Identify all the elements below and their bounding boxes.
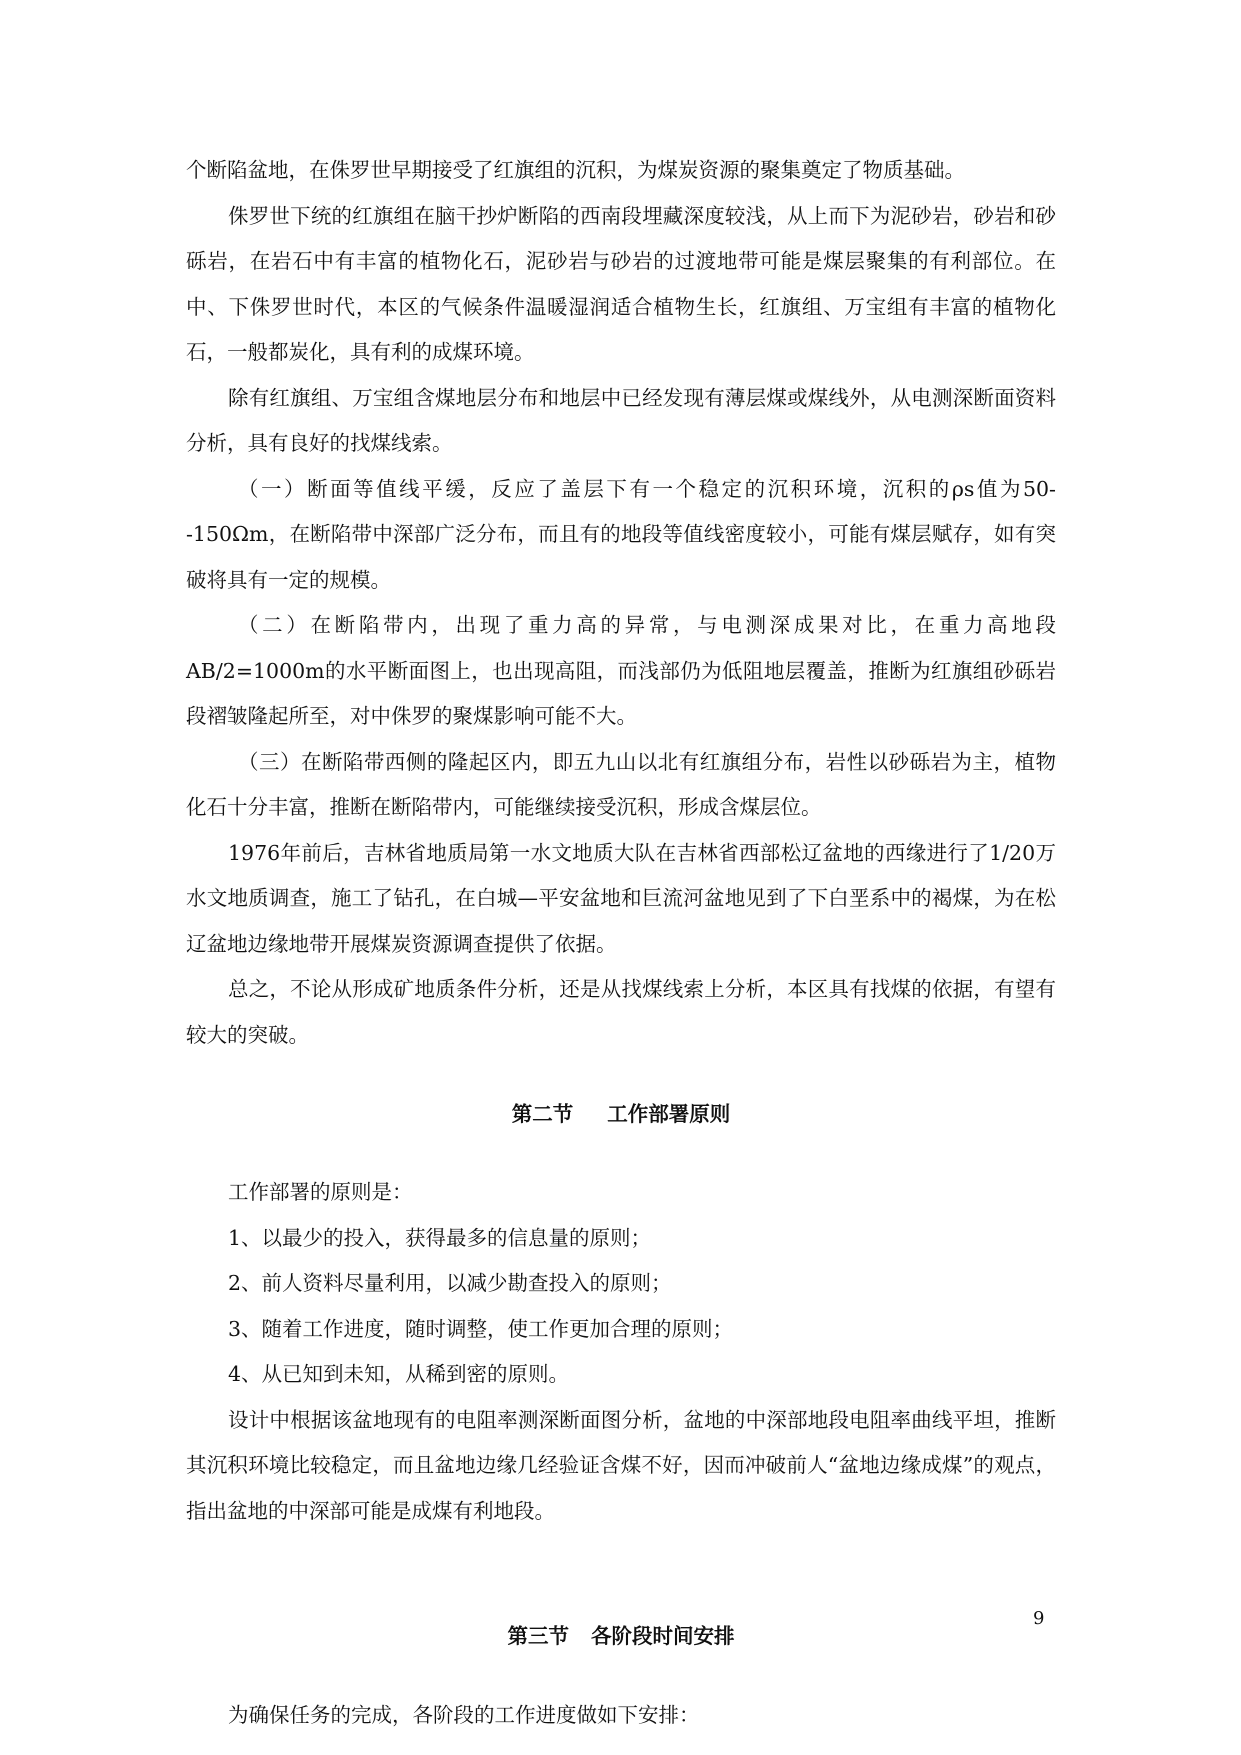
section-number: 第三节 xyxy=(507,1624,569,1648)
principle-item: 4、从已知到未知，从稀到密的原则。 xyxy=(228,1362,570,1386)
paragraph-1976-survey: 1976年前后，吉林省地质局第一水文地质大队在吉林省西部松辽盆地的西缘进行了1/20万水文地质调查，施工了钻孔，在白城—平安盆地和巨流河盆地见到了下白垩系中的褐煤，为在松辽盆地边缘地带开展煤炭资源调查提供了依据。 xyxy=(186,840,1056,956)
section-title: 各阶段时间安排 xyxy=(591,1624,735,1648)
paragraph-clue-1: （一）断面等值线平缓，反应了盖层下有一个稳定的沉积环境，沉积的ρs值为50--150Ωm，在断陷带中深部广泛分布，而且有的地段等值线密度较小，可能有煤层赋存，如有突破将具有一定的规模。 xyxy=(186,476,1056,592)
schedule-intro: 为确保任务的完成，各阶段的工作进度做如下安排： xyxy=(228,1703,700,1727)
paragraph-continuation: 个断陷盆地，在侏罗世早期接受了红旗组的沉积，为煤炭资源的聚集奠定了物质基础。 xyxy=(186,158,965,182)
page-number: 9 xyxy=(1033,1608,1045,1629)
paragraph-design: 设计中根据该盆地现有的电阻率测深断面图分析，盆地的中深部地段电阻率曲线平坦，推断其沉积环境比较稳定，而且盆地边缘几经验证含煤不好，因而冲破前人“盆地边缘成煤”的观点，指出盆地的中深部可能是成煤有利地段。 xyxy=(186,1407,1056,1523)
principle-item: 3、随着工作进度，随时调整，使工作更加合理的原则； xyxy=(228,1316,734,1341)
section-heading-3 xyxy=(186,1613,1056,1659)
paragraph-clue-2: （二）在断陷带内，出现了重力高的异常，与电测深成果对比，在重力高地段AB/2=1000m的水平断面图上，也出现高阻，而浅部仍为低阻地层覆盖，推断为红旗组砂砾岩段褶皱隆起所至，对中侏罗的聚煤影响可能不大。 xyxy=(186,613,1056,728)
principle-item: 1、以最少的投入，获得最多的信息量的原则； xyxy=(228,1225,652,1250)
paragraph-clue-3: （三）在断陷带西侧的隆起区内，即五九山以北有红旗组分布，岩性以砂砾岩为主，植物化石十分丰富，推断在断陷带内，可能继续接受沉积，形成含煤层位。 xyxy=(186,749,1056,819)
principles-intro: 工作部署的原则是： xyxy=(228,1180,413,1204)
paragraph-summary: 总之，不论从形成矿地质条件分析，还是从找煤线索上分析，本区具有找煤的依据，有望有较大的突破。 xyxy=(186,977,1056,1047)
page-content xyxy=(186,148,1056,1739)
paragraph-coal-clues: 除有红旗组、万宝组含煤地层分布和地层中已经发现有薄层煤或煤线外，从电测深断面资料分析，具有良好的找煤线索。 xyxy=(186,385,1056,455)
section-title: 工作部署原则 xyxy=(607,1102,731,1126)
principle-item: 2、前人资料尽量利用，以减少勘查投入的原则； xyxy=(228,1271,672,1295)
section-heading-2 xyxy=(186,1091,1056,1137)
section-number: 第二节 xyxy=(511,1102,574,1126)
paragraph-hongqi-formation: 侏罗世下统的红旗组在脑干抄炉断陷的西南段埋藏深度较浅，从上而下为泥砂岩，砂岩和砂砾岩，在岩石中有丰富的植物化石，泥砂岩与砂岩的过渡地带可能是煤层聚集的有利部位。在中、下侏罗世时代，本区的气候条件温暖湿润适合植物生长，红旗组、万宝组有丰富的植物化石，一般都炭化，具有利的成煤环境。 xyxy=(186,203,1056,364)
